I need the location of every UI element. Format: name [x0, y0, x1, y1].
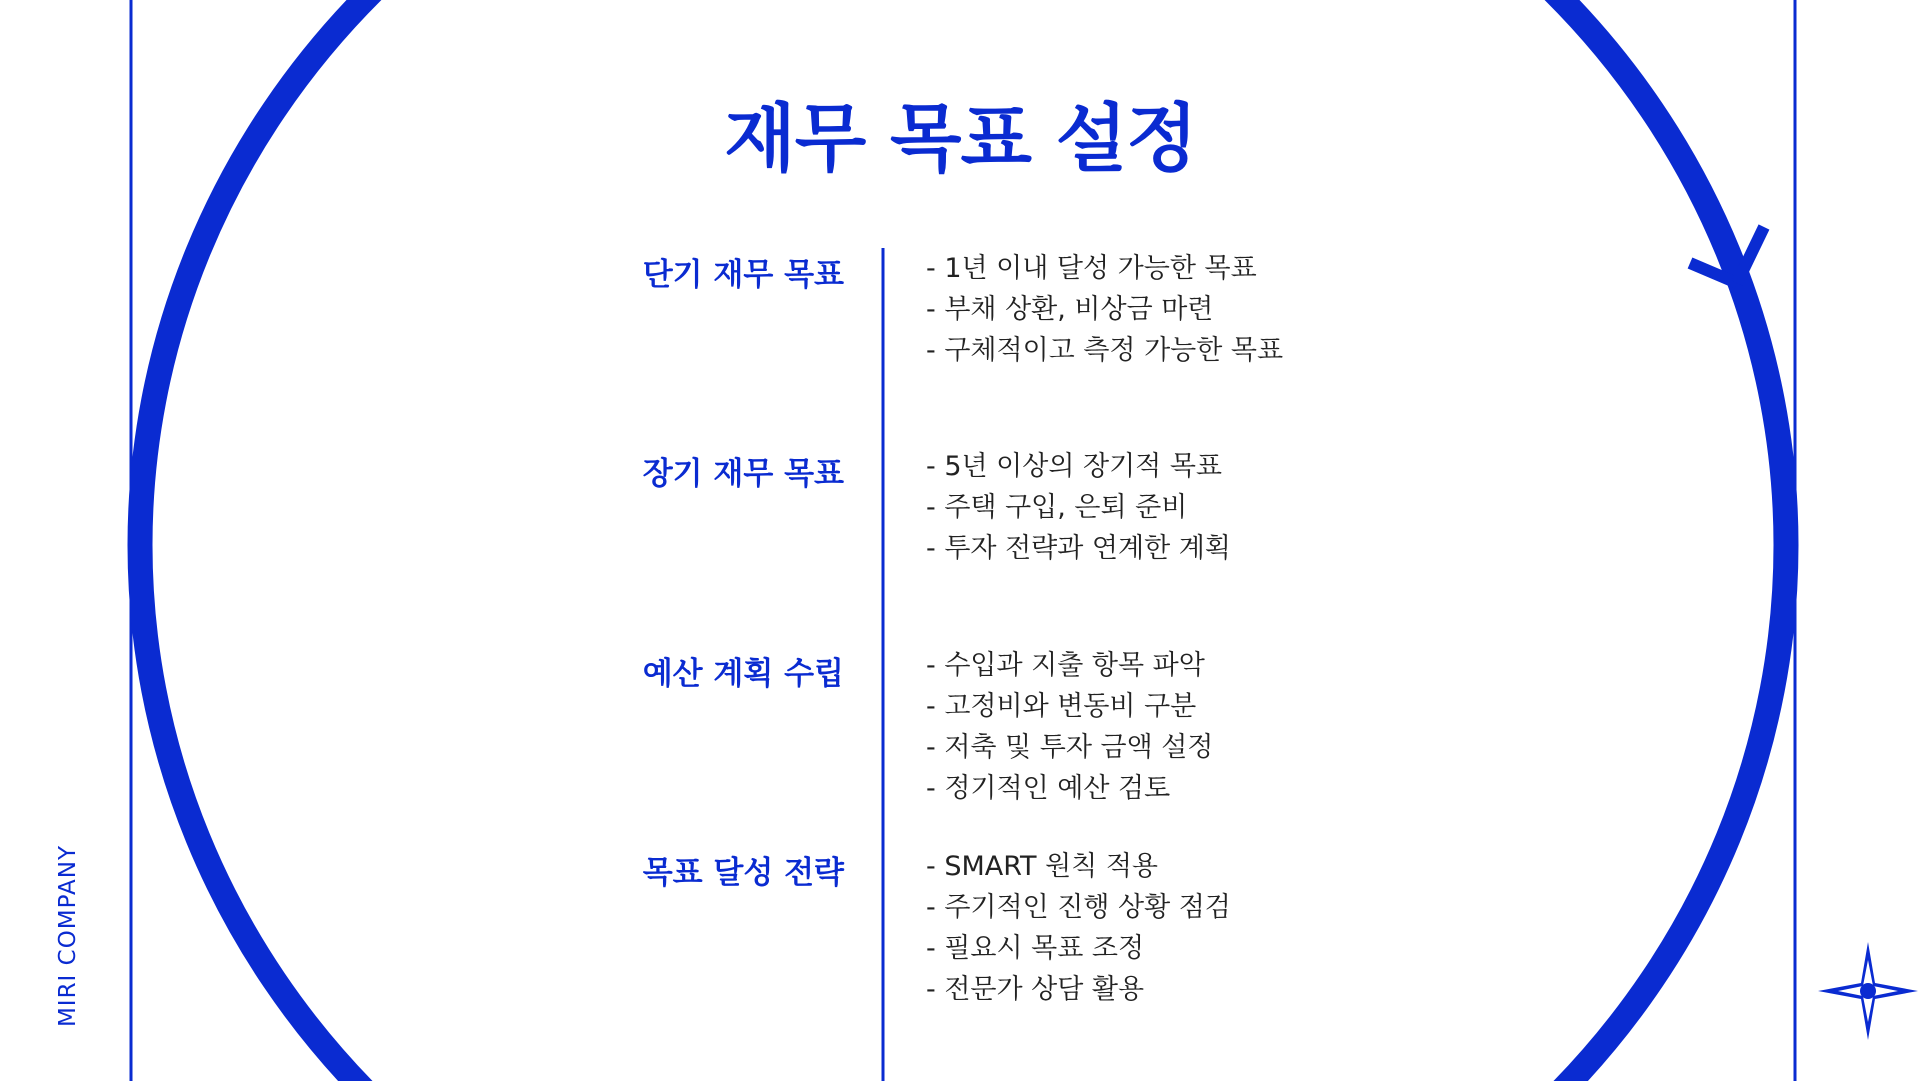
brand-name: MIRI COMPANY [55, 844, 81, 1028]
list-item: - 정기적인 예산 검토 [926, 773, 1171, 804]
section-list-budget [926, 645, 1213, 809]
list-item: - 고정비와 변동비 구분 [926, 691, 1197, 722]
section-list-short-term [926, 248, 1283, 371]
section-list-strategy [926, 846, 1231, 1010]
list-item: - SMART 원칙 적용 [926, 851, 1159, 882]
list-item: - 구체적이고 측정 가능한 목표 [926, 335, 1284, 366]
page-title: 재무 목표 설정 [724, 96, 1197, 182]
section-heading-long-term: 장기 재무 목표 [642, 456, 844, 492]
list-item: - 주택 구입, 은퇴 준비 [926, 492, 1188, 523]
section-heading-budget: 예산 계획 수립 [642, 656, 844, 692]
list-item: - 부채 상환, 비상금 마련 [926, 294, 1214, 325]
list-item: - 1년 이내 달성 가능한 목표 [926, 253, 1257, 284]
section-heading-strategy: 목표 달성 전략 [642, 855, 844, 891]
section-list-long-term [926, 446, 1231, 569]
list-item: - 5년 이상의 장기적 목표 [926, 451, 1222, 482]
list-item: - 투자 전략과 연계한 계획 [926, 533, 1231, 564]
section-heading-short-term: 단기 재무 목표 [642, 257, 844, 293]
list-item: - 주기적인 진행 상황 점검 [926, 892, 1231, 923]
list-item: - 전문가 상담 활용 [926, 974, 1145, 1005]
list-item: - 필요시 목표 조정 [926, 933, 1145, 964]
list-item: - 저축 및 투자 금액 설정 [926, 732, 1214, 763]
list-item: - 수입과 지출 항목 파악 [926, 650, 1205, 681]
four-point-star-icon [1818, 942, 1918, 1040]
